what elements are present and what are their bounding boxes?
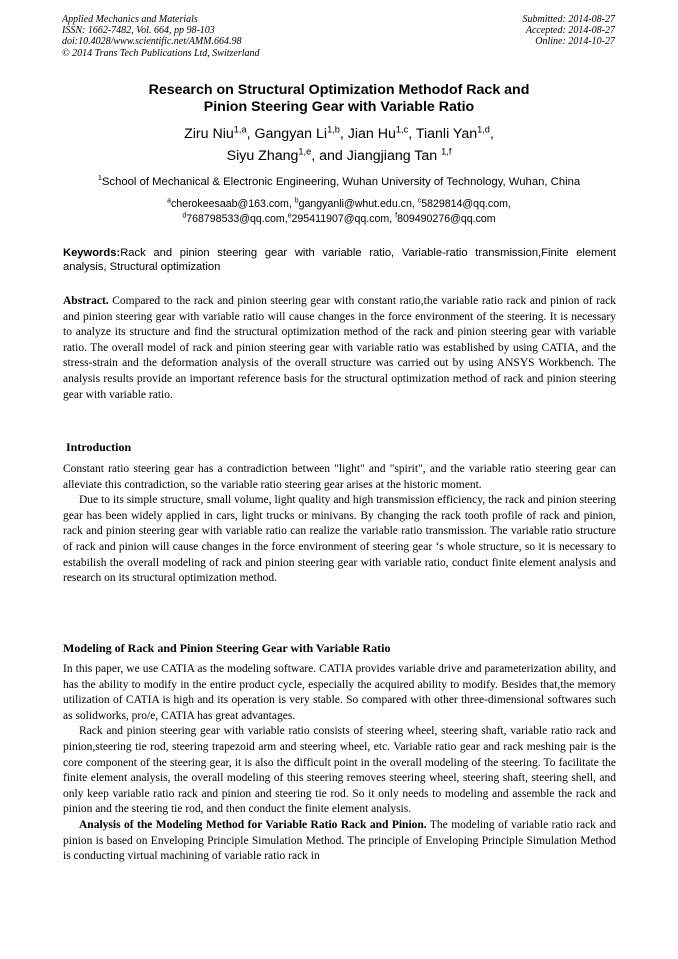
author-emails: $^a$cherokeesaab@163.com, $^b$gangyanli@whut.edu.cn, $^c$5829814@qq.com, $^d$768798533@qq.com,$^e$295411907@qq.com, $^f$809490276@qq.com xyxy=(167,197,511,225)
journal-info xyxy=(62,14,260,59)
author-list: Ziru Niu$^{1,a}$, Gangyan Li$^{1,b}$, Jian Hu$^{1,c}$, Tianli Yan$^{1,d}$, Siyu Zhang$^{1,e}$, and Jiangjiang Tan $^{1,f}$ xyxy=(184,124,494,164)
author-name: Gangyan Li xyxy=(254,126,328,142)
dates-info xyxy=(523,14,616,48)
author-name: Ziru Niu xyxy=(184,126,234,142)
email: 768798533@qq.com, xyxy=(186,213,288,225)
issn-line: ISSN: 1662-7482, Vol. 664, pp 98-103 xyxy=(62,25,215,37)
email: cherokeesaab@163.com, xyxy=(170,198,292,210)
paragraph: Constant ratio steering gear has a contradiction between "light" and "spirit", and the variable ratio steering gear can alleviate this contradiction, so the variable ratio steering gear arises at the historic moment. xyxy=(63,463,616,491)
accepted-date: Accepted: 2014-08-27 xyxy=(525,25,615,37)
abstract-text: Compared to the rack and pinion steering gear with constant ratio,the variable ratio rack and pinion of rack and pinion steering gear with variable ratio will cause changes in the force environment of the steering. It is necessary to analyze its structure and find the structural optimization method of the rack and pinion steering gear with variable ratio. The overall model of rack and pinion steering gear with variable ratio was established by using CATIA, and the stress-strain and the deformation analysis of the overall structure was carried out by using ANSYS Workbench. The analysis results provide an important reference basis for the structural optimization method of rack and pinion steering gear with variable ratio. xyxy=(63,295,616,401)
online-date: Online: 2014-10-27 xyxy=(535,36,615,48)
affiliation: $^1$School of Mechanical & Electronic Engineering, Wuhan University of Technology, Wuhan, China xyxy=(97,173,581,188)
author-name: Jian Hu xyxy=(347,126,396,142)
abstract xyxy=(63,294,616,403)
email: 295411907@qq.com, xyxy=(291,213,393,225)
email: 809490276@qq.com xyxy=(397,213,496,225)
subsection-label: Analysis of the Modeling Method for Variable Ratio Rack and Pinion. xyxy=(79,818,427,831)
copyright-line: © 2014 Trans Tech Publications Ltd, Switzerland xyxy=(62,47,260,59)
author-name: Jiangjiang Tan xyxy=(346,148,438,164)
doi-line: doi:10.4028/www.scientific.net/AMM.664.98 xyxy=(62,36,242,48)
paragraph: Due to its simple structure, small volume, light quality and high transmission efficiency, the rack and pinion steering gear has been widely applied in cars, light trucks or minivans. By changing the rack tooth profile of rack and pinion, rack and pinion steering gear with variable ratio can realize the variable ratio transmission. The variable ratio structure of rack and pinion will cause changes in the force environment of steering gear ‘s whole structure, so it is necessary to estabilish the overall modeling of rack and pinion steering gear with variable ratio, conduct finite element analysis and research on its structural optimization method. xyxy=(63,494,616,585)
email: 5829814@qq.com, xyxy=(421,198,511,210)
paragraph: In this paper, we use CATIA as the modeling software. CATIA provides variable drive and parameterization ability, and has the ability to modify in the entire product cycle, especially the acquired ability to modify. Besides that,the memory utilization of CATIA is high and its operation is very stable. So compared with other three-dimensional softwares such as solidworks, pro/e, CATIA has great advantages. xyxy=(63,663,616,722)
email: gangyanli@whut.edu.cn, xyxy=(298,198,415,210)
introduction-section xyxy=(63,462,616,587)
author-name: Tianli Yan xyxy=(415,126,478,142)
section-heading-modeling: Modeling of Rack and Pinion Steering Gear with Variable Ratio xyxy=(63,641,391,655)
modeling-section xyxy=(63,662,616,865)
author-name: Siyu Zhang xyxy=(226,148,299,164)
keywords xyxy=(63,246,616,274)
paragraph: Analysis of the Modeling Method for Variable Ratio Rack and Pinion. The modeling of variable ratio rack and pinion is based on Enveloping Principle Simulation Method. The principle of Enveloping Principle Simulation Method is conducting virtual machining of variable ratio rack in xyxy=(63,818,616,863)
keywords-text: Rack and pinion steering gear with variable ratio, Variable-ratio transmission,Finite element analysis, Structural optimization xyxy=(63,247,616,273)
section-heading-introduction: Introduction xyxy=(66,440,132,454)
submitted-date: Submitted: 2014-08-27 xyxy=(522,14,615,25)
journal-name: Applied Mechanics and Materials xyxy=(62,14,198,25)
paragraph: Rack and pinion steering gear with variable ratio consists of steering wheel, steering shaft, variable ratio rack and pinion,steering tie rod, steering trapezoid arm and steering wheel, etc. Variable ratio gear and rack meshing pair is the core component of the steering gear, it is also the difficult point in the overall modeling of the steering. To facilitate the finite element analysis, the overall modeling of this steering removes steering wheel, steering shaft, steering shell, and only keep variable ratio rack and pinion and steering tie rod. So it only needs to modeling and assemble the rack and pinion and the steering tie rod, and then conduct the finite element analysis. xyxy=(63,725,616,816)
abstract-label: Abstract. xyxy=(63,295,109,307)
keywords-label: Keywords: xyxy=(63,247,121,259)
paper-title: Research on Structural Optimization Methodof Rack and Pinion Steering Gear with Variable Ratio xyxy=(148,82,530,115)
